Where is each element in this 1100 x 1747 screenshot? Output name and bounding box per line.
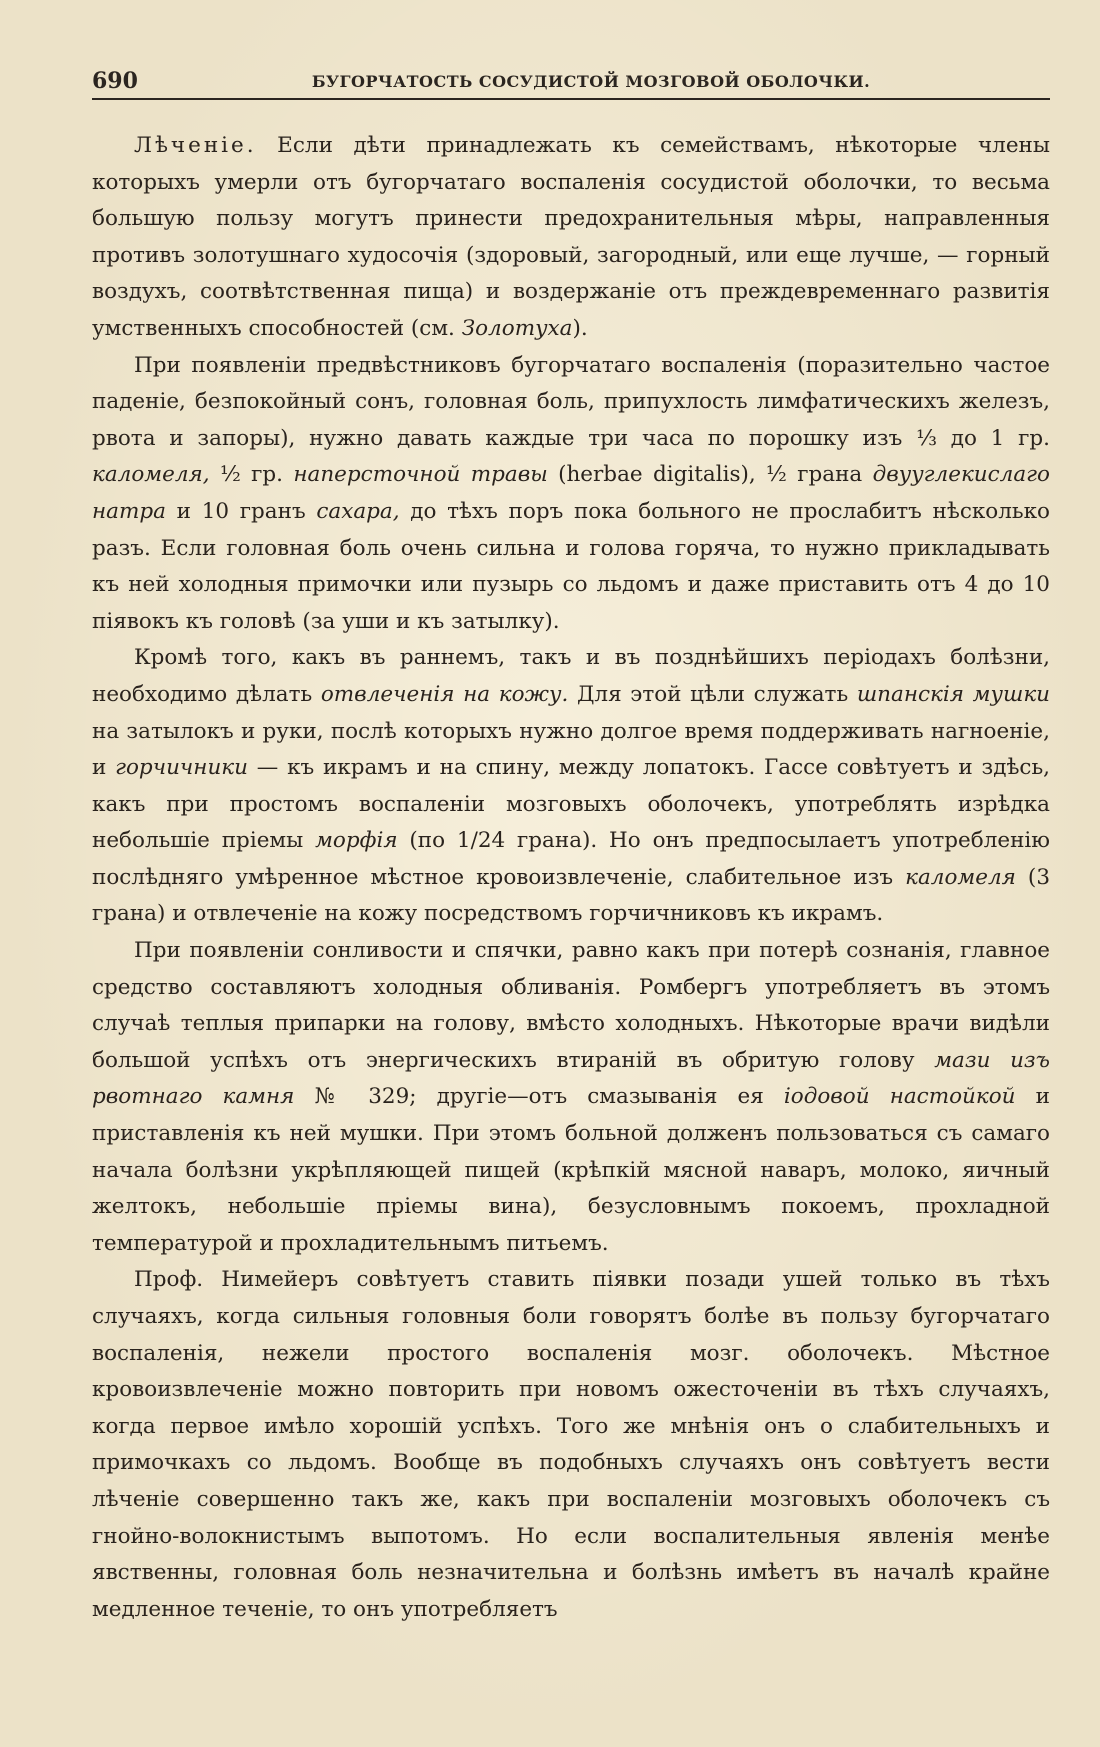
text-run: до тѣхъ поръ пока больного не прослабитъ нѣсколько разъ. Если головная боль очень сильна и голова горяча, то нужно прикладывать къ ней холодныя примочки или пузырь со льдомъ и даже приставить отъ 4 до 10 піявокъ къ головѣ (за уши и къ затылку). (92, 498, 1050, 634)
text-run: При появленіи сонливости и спячки, равно какъ при потерѣ сознанія, главное средство составляютъ холодныя обливанія. Ромбергъ употребляетъ въ этомъ случаѣ теплыя припарки на голову, вмѣсто холодныхъ. Нѣкоторые врачи видѣли большой успѣхъ отъ энергическихъ втираній въ обритую голову (92, 938, 1050, 1073)
paragraph (92, 348, 1050, 641)
italic-term: морфія (315, 828, 398, 854)
text-run: № 329; другіе—отъ смазыванія ея (294, 1084, 784, 1110)
italic-term: двууглекислаго натра (92, 462, 1050, 524)
italic-term: сахара, (316, 498, 400, 524)
text-run: (по 1/24 грана). Но онъ предпосылаетъ употребленію послѣдняго умѣренное мѣстное кровоизвлеченіе, слабительное изъ (92, 828, 1051, 890)
italic-term: мази изъ рвотнаго камня (92, 1047, 1050, 1110)
italic-term: наперсточной травы (293, 462, 548, 488)
italic-term: каломеля (905, 864, 1016, 890)
italic-term: Золотуха (461, 315, 573, 341)
text-run: Для этой цѣли служать (568, 681, 857, 707)
paragraph (92, 933, 1050, 1262)
body-text (92, 128, 1050, 1628)
text-run: Проф. Нимейеръ совѣтуетъ ставить піявки позади ушей только въ тѣхъ случаяхъ, когда сильныя головныя боли говорятъ болѣе въ пользу бугорчатаго воспаленія, нежели простого воспаленія мозг. оболочекъ. Мѣстное кровоизвлеченіе можно повторить при новомъ ожесточеніи въ тѣхъ случаяхъ, когда первое имѣло хорошій успѣхъ. Того же мнѣнія онъ о слабительныхъ и примочкахъ со льдомъ. Вообще въ подобныхъ случаяхъ онъ совѣтуетъ вести лѣченіе совершенно такъ же, какъ при воспаленіи мозговыхъ оболочекъ съ гнойно-волокнистымъ выпотомъ. Но если воспалительныя явленія менѣе явственны, головная боль незначительна и болѣзнь имѣетъ въ началѣ крайне медленное теченіе, то онъ употребляетъ (92, 1267, 1050, 1622)
italic-term: шпанскія мушки (856, 681, 1051, 707)
italic-term: отвлеченія на кожу. (320, 681, 569, 707)
running-title: БУГОРЧАТОСТЬ СОСУДИСТОЙ МОЗГОВОЙ ОБОЛОЧКИ. (311, 72, 871, 91)
text-run: — къ икрамъ и на спину, между лопатокъ. Гассе совѣтуетъ и здѣсь, какъ при простомъ воспаленіи мозговыхъ оболочекъ, употреблять изрѣдка небольшіе пріемы (92, 755, 1050, 854)
text-run: (herbae digitalis), ½ грана (547, 462, 873, 488)
text-run: ). (572, 315, 588, 341)
paragraph (92, 128, 1050, 348)
paragraph (92, 640, 1050, 933)
text-run: При появленіи предвѣстниковъ бугорчатаго воспаленія (поразительно частое паденіе, безпокойный сонъ, головная боль, припухлость лимфатическихъ железъ, рвота и запоры), нужно давать каждые три часа по порошку изъ ⅓ до 1 гр. (92, 352, 1050, 451)
text-run: ½ гр. (209, 462, 294, 488)
page-header (92, 68, 1050, 100)
italic-term: горчичники (115, 755, 248, 781)
text-run: Кромѣ того, какъ въ раннемъ, такъ и въ позднѣйшихъ періодахъ болѣзни, необходимо дѣлать (92, 645, 1050, 707)
text-run: и 10 гранъ (165, 498, 317, 524)
italic-term: каломеля, (92, 462, 210, 488)
text-run: (3 грана) и отвлеченіе на кожу посредствомъ горчичниковъ къ икрамъ. (92, 864, 1050, 927)
paragraph (92, 1262, 1050, 1628)
text-run: и приставленія къ ней мушки. При этомъ больной долженъ пользоваться съ самаго начала болѣзни укрѣпляющей пищей (крѣпкій мясной наваръ, молоко, яичный желтокъ, небольшіе пріемы вина), безусловнымъ покоемъ, прохладной температурой и прохладительнымъ питьемъ. (92, 1084, 1050, 1256)
text-run: на затылокъ и руки, послѣ которыхъ нужно долгое время поддерживать нагноеніе, и (92, 718, 1050, 781)
section-heading: Лѣченіе. (134, 133, 257, 158)
italic-term: іодовой настойкой (783, 1084, 1016, 1110)
page-number: 690 (92, 68, 138, 94)
text-run: Если дѣти принадлежать къ семействамъ, нѣкоторые члены которыхъ умерли отъ бугорчатаго воспаленія сосудистой оболочки, то весьма большую пользу могутъ принести предохранительныя мѣры, направленныя противъ золотушнаго худосочія (здоровый, загородный, или еще лучше, — горный воздухъ, соотвѣтственная пища) и воздержаніе отъ преждевременнаго развитія умственныхъ способностей (см. (92, 133, 1050, 341)
